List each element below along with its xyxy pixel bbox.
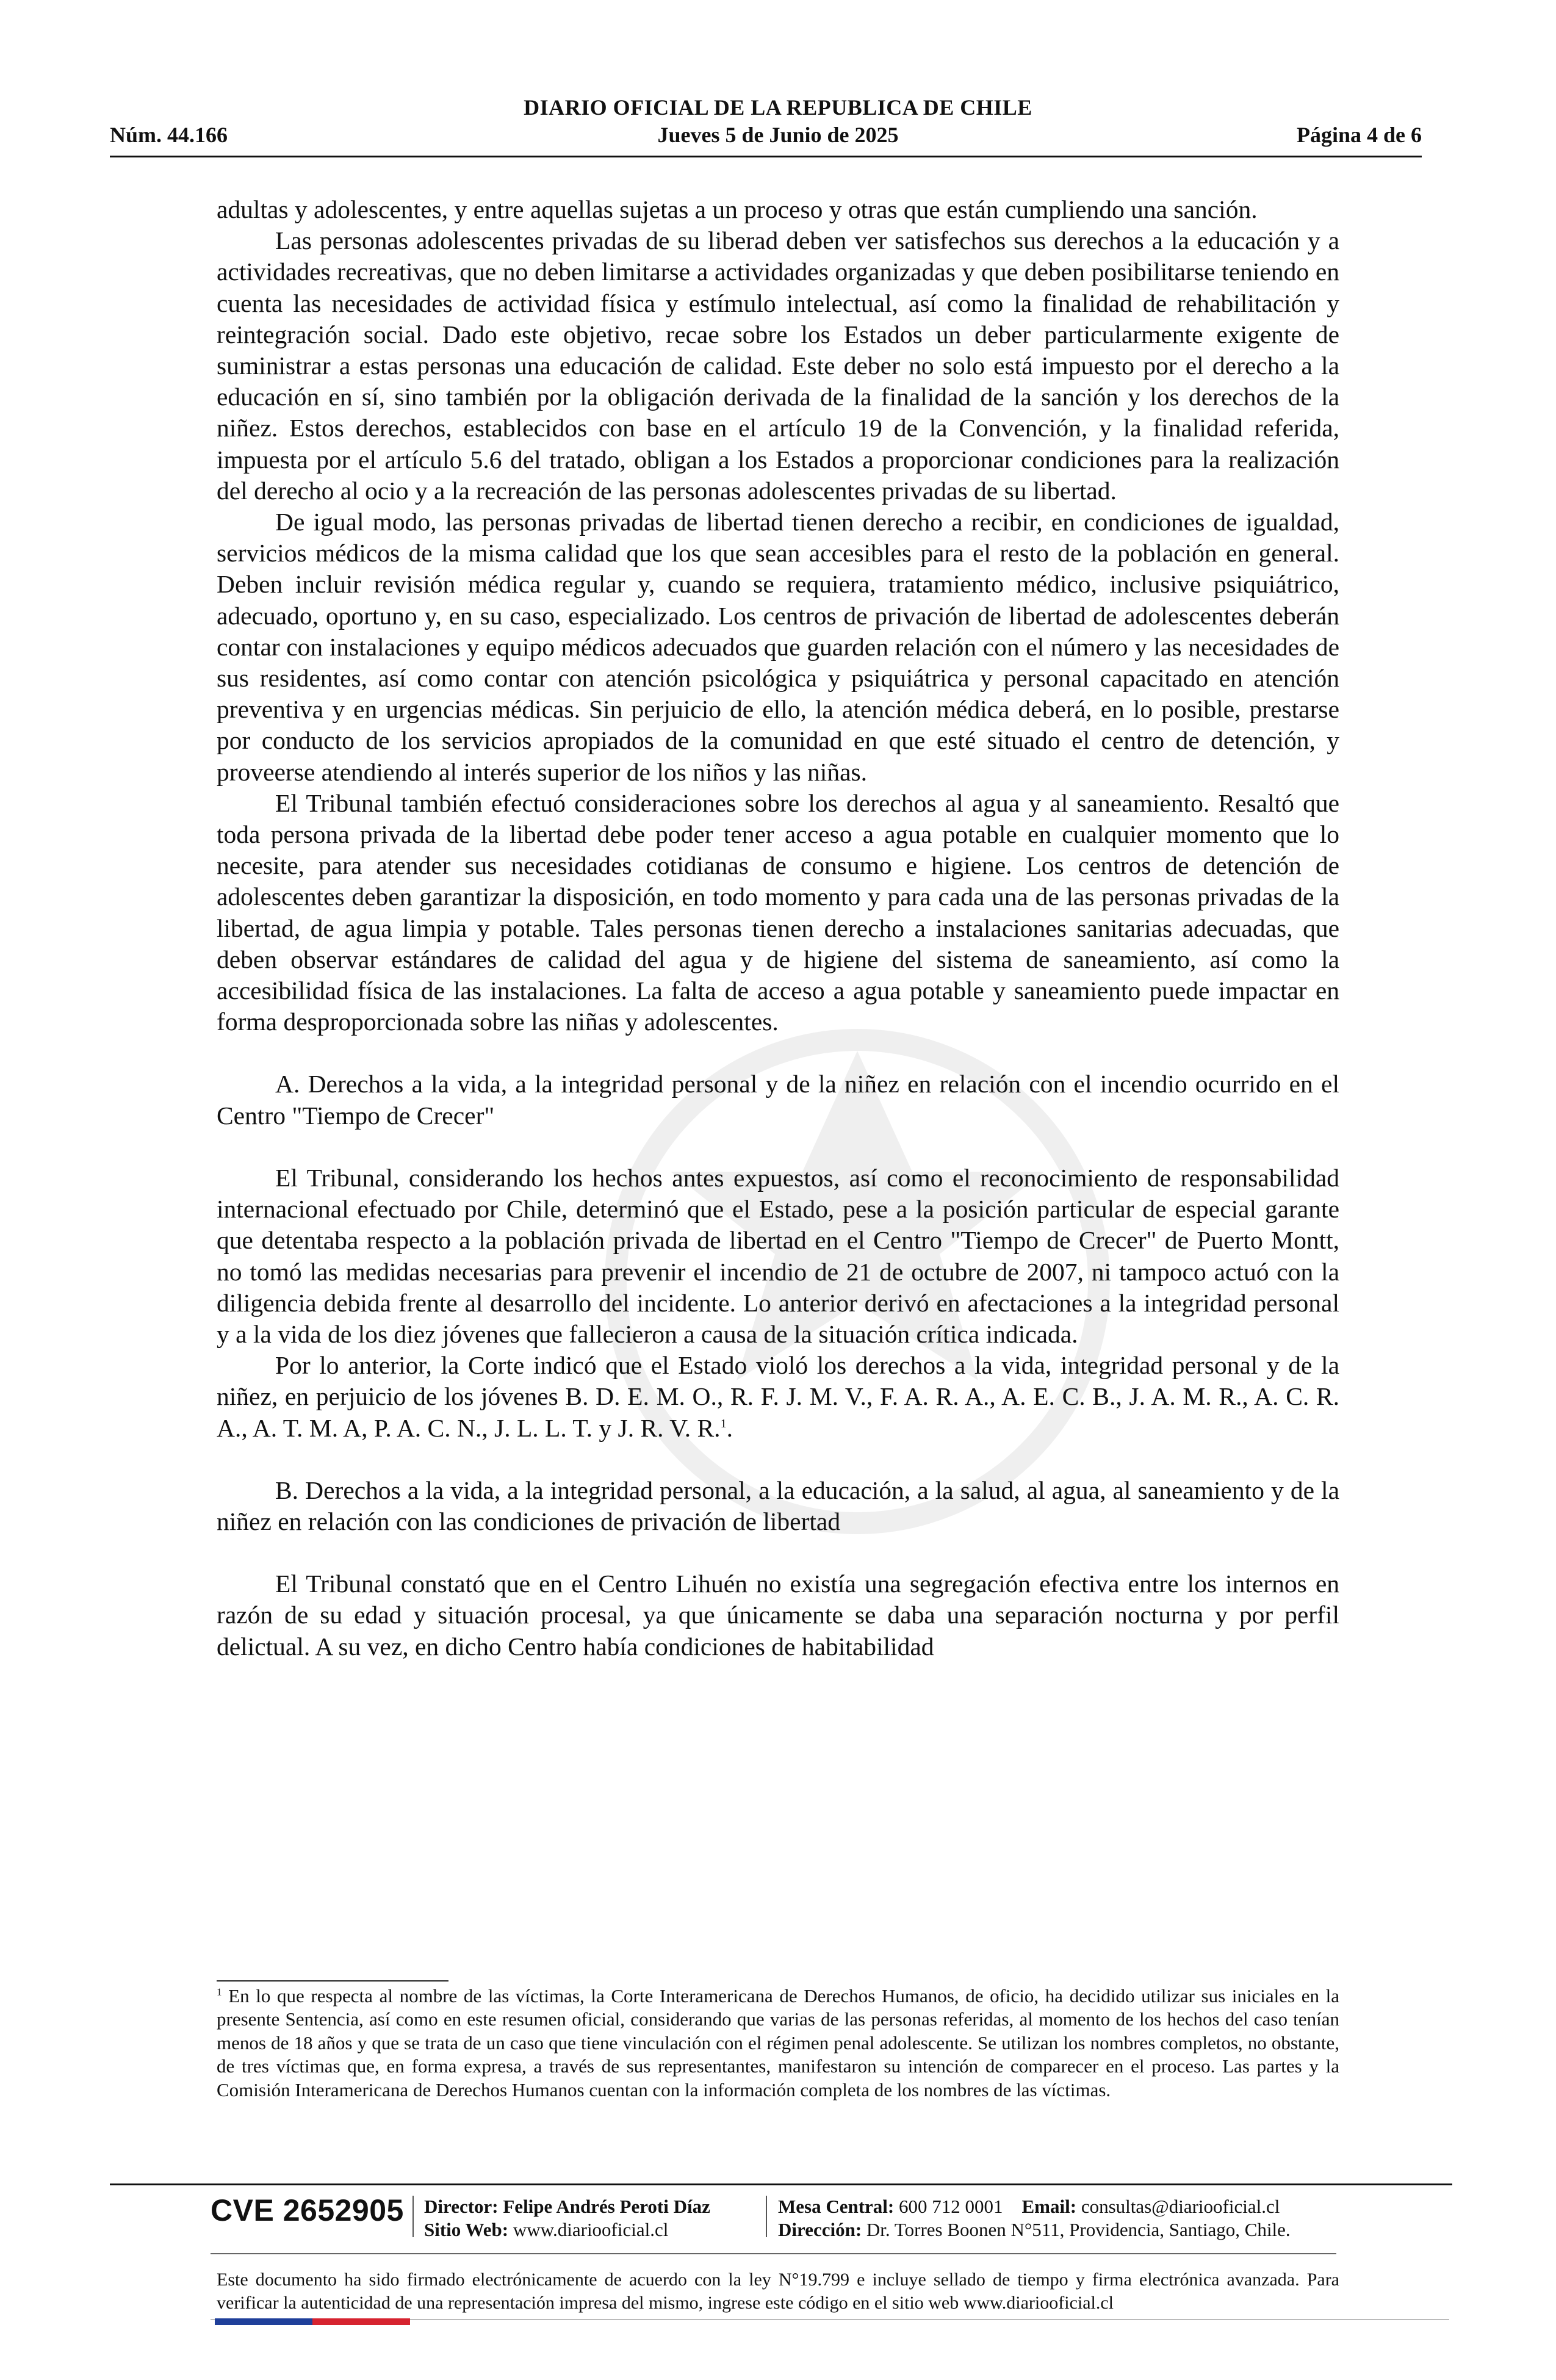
article-body — [217, 194, 1339, 1662]
footer-divider-top — [110, 2183, 1452, 2185]
email-label: Email: — [1021, 2196, 1077, 2217]
footer-contact-block — [778, 2195, 1291, 2241]
director-name: Felipe Andrés Peroti Díaz — [503, 2196, 710, 2217]
director-label: Director: — [424, 2196, 499, 2217]
phone-number: 600 712 0001 — [899, 2196, 1003, 2217]
paragraph-2: Las personas adolescentes privadas de su liberad deben ver satisfechos sus derechos a la educación y a actividades recreativas, que no deben limitarse a actividades organizadas y que deben posibilitarse teniendo en cuenta las necesidades de actividad física y estímulo intelectual, así como la finalidad de rehabilitación y reintegración social. Dado este objetivo, recae sobre los Estados un deber particularmente exigente de suministrar a estas personas una educación de calidad. Este deber no solo está impuesto por el derecho a la educación en sí, sino también por la obligación derivada de la finalidad de la sanción y los derechos de la niñez. Estos derechos, establecidos con base en el artículo 19 de la Convención, y la finalidad referida, impuesta por el artículo 5.6 del tratado, obligan a los Estados a proporcionar condiciones para la realización del derecho al ocio y a la recreación de las personas adolescentes privadas de su libertad. — [217, 226, 1339, 505]
paragraph-1: adultas y adolescentes, y entre aquellas sujetas a un proceso y otras que están cumpliendo una sanción. — [217, 195, 1258, 223]
paragraph-5: El Tribunal, considerando los hechos antes expuestos, así como el reconocimiento de responsabilidad internacional efectuado por Chile, determinó que el Estado, pese a la posición particular de especial garante que detentaba respecto a la población privada de libertad en el Centro "Tiempo de Crecer" de Puerto Montt, no tomó las medidas necesarias para prevenir el incendio de 21 de octubre de 2007, ni tampoco actuó con la diligencia debida frente al desarrollo del incidente. Lo anterior derivó en afectaciones a la integridad personal y a la vida de los diez jóvenes que fallecieron a causa de la situación crítica indicada. — [217, 1163, 1339, 1348]
gazette-title: DIARIO OFICIAL DE LA REPUBLICA DE CHILE — [524, 95, 1032, 120]
footnote-text: En lo que respecta al nombre de las víctimas, la Corte Interamericana de Derechos Humanos, de oficio, ha decidido utilizar sus iniciales en la presente Sentencia, así como en este resumen oficial, considerando que varias de las personas referidas, al momento de los hechos del caso tenían menos de 18 años y que se trata de un caso que tiene vinculación con el régimen penal adolescente. Se utilizan los nombres completos, no obstante, de tres víctimas que, en forma expresa, a través de sus representantes, manifestaron su intención de comparecer en el proceso. Las partes y la Comisión Interamericana de Derechos Humanos cuentan con la información completa de los nombres de las víctimas. — [217, 1985, 1340, 2101]
email-link[interactable]: consultas@diariooficial.cl — [1081, 2196, 1280, 2217]
section-heading-b: B. Derechos a la vida, a la integridad personal, a la educación, a la salud, al agua, al saneamiento y de la niñez en relación con las condiciones de privación de libertad — [217, 1476, 1339, 1535]
paragraph-4: El Tribunal también efectuó consideraciones sobre los derechos al agua y al saneamiento. Resaltó que toda persona privada de la libertad debe poder tener acceso a agua potable en cualquier momento que lo necesite, para atender sus necesidades cotidianas de consumo e higiene. Los centros de detención de adolescentes deben garantizar la disposición, en todo momento y para cada una de las personas privadas de la libertad, de agua limpia y potable. Tales personas tienen derecho a instalaciones sanitarias adecuadas, que deben observar estándares de calidad del agua y de higiene del sistema de saneamiento, así como la accesibilidad física de las instalaciones. La falta de acceso a agua potable y saneamiento puede impactar en forma desproporcionada sobre las niñas y adolescentes. — [217, 788, 1339, 1036]
cve-code: CVE 2652905 — [211, 2193, 404, 2227]
address-label: Dirección: — [778, 2219, 862, 2240]
address-text: Dr. Torres Boonen N°511, Providencia, Santiago, Chile. — [866, 2219, 1291, 2240]
flag-stripe-blue — [215, 2318, 312, 2325]
issue-date: Jueves 5 de Junio de 2025 — [657, 123, 899, 147]
section-heading-a: A. Derechos a la vida, a la integridad personal y de la niñez en relación con el incendio ocurrido en el Centro "Tiempo de Crecer" — [217, 1070, 1339, 1130]
paragraph-3: De igual modo, las personas privadas de libertad tienen derecho a recibir, en condiciones de igualdad, servicios médicos de la misma calidad que los que sean accesibles para el resto de la población en general. Deben incluir revisión médica regular y, cuando se requiera, tratamiento médico, inclusive psiquiátrico, adecuado, oportuno y, en su caso, especializado. Los centros de privación de libertad de adolescentes deberán contar con instalaciones y equipo médicos adecuados que guarden relación con el número y las necesidades de sus residentes, así como contar con atención psicológica y psiquiátrica y personal capacitado en atención preventiva y en urgencias médicas. Sin perjuicio de ello, la atención médica deberá, en lo posible, prestarse por conducto de los servicios apropiados de la comunidad en que esté situado el centro de detención, y proveerse atendiendo al interés superior de los niños y las niñas. — [217, 508, 1339, 786]
paragraph-6 — [217, 1350, 1339, 1444]
footer-divider-mid — [211, 2253, 1336, 2254]
electronic-signature-notice: Este documento ha sido firmado electrónicamente de acuerdo con la ley N°19.799 e incluye sellado de tiempo y firma electrónica avanzada. Para verificar la autenticidad de una representación impresa del mismo, ingrese este código en el sitio web www.diariooficial.cl — [217, 2270, 1339, 2313]
footnote-divider — [217, 1980, 448, 1982]
paragraph-7: El Tribunal constató que en el Centro Lihuén no existía una segregación efectiva entre los internos en razón de su edad y situación procesal, ya que únicamente se daba una separación nocturna y por perfil delictual. A su vez, en dicho Centro había condiciones de habitabilidad — [217, 1570, 1339, 1661]
header-divider — [110, 156, 1422, 157]
paragraph-6-text: Por lo anterior, la Corte indicó que el Estado violó los derechos a la vida, integridad personal y de la niñez, en perjuicio de los jóvenes B. D. E. M. O., R. F. J. M. V., F. A. R. A., A. E. C. B., J. A. M. R., A. C. R. A., A. T. M. A, P. A. C. N., J. L. L. T. y J. R. V. R. — [217, 1351, 1339, 1442]
issue-number: Núm. 44.166 — [110, 123, 228, 147]
footnote-reference[interactable]: 1 — [720, 1416, 727, 1430]
phone-label: Mesa Central: — [778, 2196, 895, 2217]
page-indicator: Página 4 de 6 — [1296, 123, 1422, 147]
flag-stripe-red — [312, 2318, 410, 2325]
footer-separator-1 — [412, 2196, 414, 2237]
footer-separator-2 — [766, 2196, 767, 2237]
footer-director-block — [424, 2195, 710, 2241]
website-label: Sitio Web: — [424, 2219, 509, 2240]
footnote — [217, 1985, 1339, 2102]
paragraph-6-period: . — [726, 1413, 733, 1442]
footnote-marker: 1 — [217, 1986, 222, 1998]
website-link[interactable]: www.diariooficial.cl — [513, 2219, 669, 2240]
